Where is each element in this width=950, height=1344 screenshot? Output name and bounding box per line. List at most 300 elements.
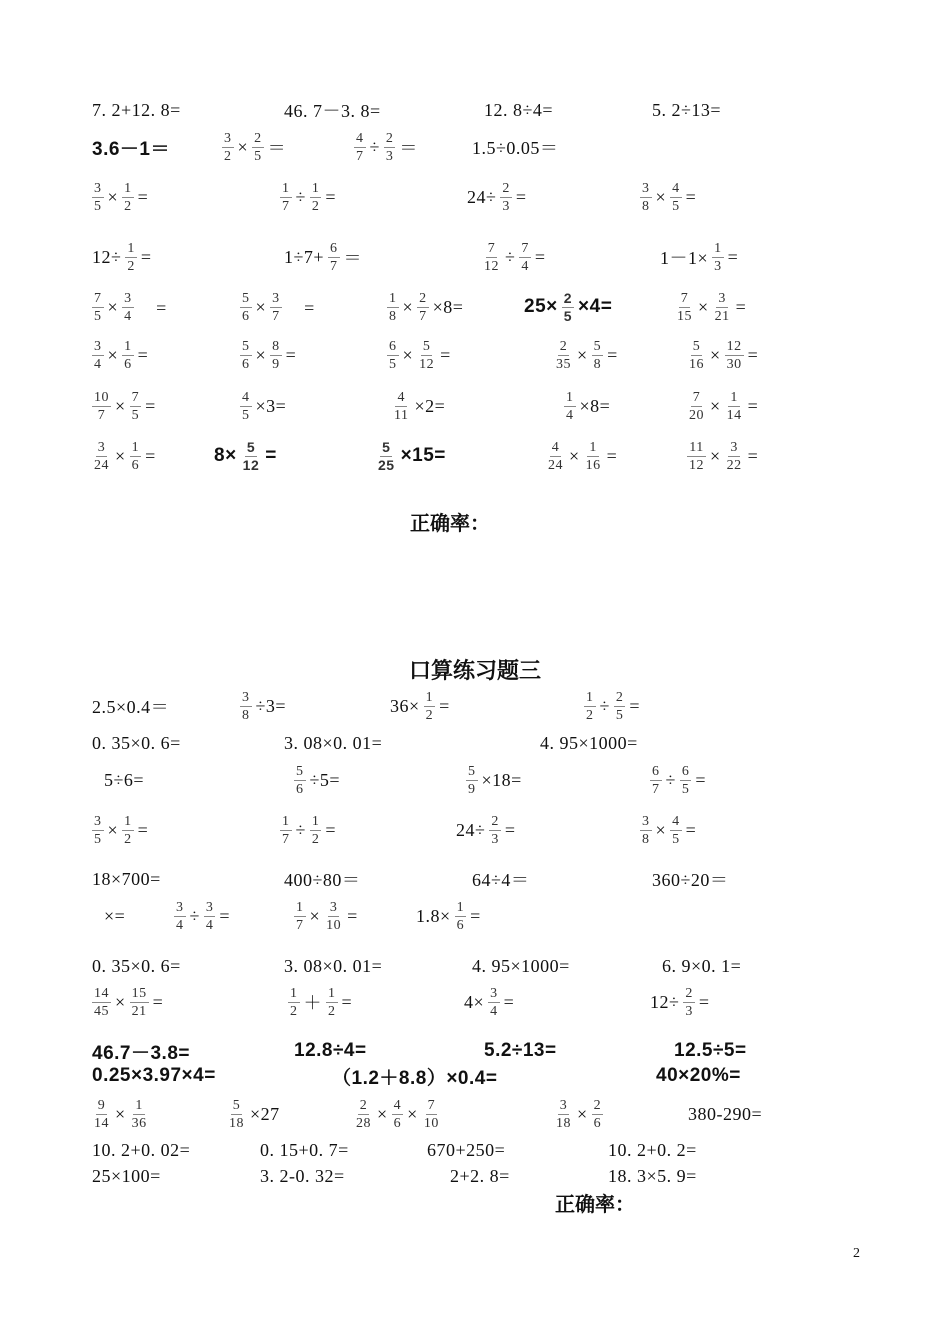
numerator: 1 (328, 985, 336, 1001)
expression-text: = (325, 186, 337, 207)
denominator: 4 (124, 308, 132, 324)
denominator: 10 (326, 917, 342, 933)
problem (685, 330, 760, 380)
expression-text: 3. 08×0. 01= (284, 955, 383, 976)
numerator: 2 (563, 289, 573, 306)
fraction (294, 899, 306, 934)
expression-text: × (255, 344, 267, 365)
numerator: 7 (131, 389, 140, 405)
expression-text: ÷5= (309, 769, 341, 790)
expression-text: 10. 2+0. 2= (608, 1139, 697, 1160)
expression-text: ÷ (369, 136, 380, 157)
problem (464, 755, 524, 805)
problem-row (0, 891, 950, 941)
numerator: 7 (487, 240, 496, 256)
numerator: 3 (329, 899, 338, 915)
fraction (125, 240, 137, 275)
numerator: 1 (290, 985, 298, 1001)
numerator: 6 (652, 763, 660, 779)
denominator: 12 (419, 356, 435, 372)
expression-text: ×4= (578, 296, 613, 317)
fraction (270, 338, 282, 373)
expression-text: 5÷6= (104, 769, 145, 790)
problem (90, 172, 150, 222)
denominator: 5 (94, 831, 102, 847)
numerator: 2 (419, 290, 427, 306)
problem (385, 282, 465, 332)
denominator: 8 (642, 831, 650, 847)
expression-text: 24÷ (456, 819, 486, 840)
expression-text: = (698, 991, 710, 1012)
denominator: 18 (229, 1115, 244, 1131)
expression-text: = (606, 445, 618, 466)
denominator: 12 (689, 457, 704, 473)
fraction (92, 180, 104, 215)
worksheet-title: 口算练习题三 (408, 658, 541, 683)
expression-text: × (569, 445, 580, 466)
expression-text: × (377, 1103, 388, 1124)
fraction (122, 180, 134, 215)
numerator: 2 (559, 338, 568, 354)
expression-text: ×27 (250, 1103, 280, 1124)
denominator: 22 (726, 457, 742, 473)
fraction (92, 985, 111, 1020)
denominator: 7 (282, 198, 290, 214)
numerator: 5 (692, 338, 701, 354)
problem (90, 977, 165, 1027)
problem (552, 330, 620, 380)
fraction (670, 180, 682, 215)
expression-text: ＝ (343, 248, 363, 268)
numerator: 1 (135, 1097, 143, 1113)
fraction (174, 899, 186, 934)
problem (90, 232, 154, 282)
expression-text: = (325, 819, 337, 840)
expression-text: 64÷4＝ (472, 870, 530, 890)
denominator: 36 (131, 1115, 147, 1131)
fraction (241, 439, 262, 474)
denominator: 12 (242, 456, 260, 473)
expression-text: = (470, 905, 481, 926)
denominator: 16 (689, 356, 704, 372)
denominator: 24 (94, 457, 109, 473)
expression-text: × (655, 186, 667, 207)
fraction (546, 439, 565, 474)
fraction (392, 389, 410, 424)
numerator: 5 (382, 438, 391, 455)
denominator: 4 (521, 258, 529, 274)
numerator: 1 (124, 338, 132, 354)
expression-text: ÷ (189, 905, 200, 926)
fraction (92, 813, 104, 848)
problem (282, 232, 364, 282)
expression-text: × (710, 395, 721, 416)
expression-text: × (309, 905, 321, 926)
expression-text: × (255, 296, 267, 317)
expression-text: = (137, 298, 167, 318)
fraction (280, 813, 292, 848)
expression-text: 1.8× (416, 905, 451, 926)
fraction (280, 180, 292, 215)
numerator: 3 (205, 899, 214, 915)
numerator: 6 (330, 240, 338, 256)
expression-text: 46. 7－3. 8= (284, 101, 381, 121)
denominator: 4 (205, 917, 214, 933)
denominator: 21 (714, 308, 730, 324)
fraction (354, 130, 366, 165)
page-number: 2 (853, 1246, 860, 1261)
expression-text: 4. 95×1000= (472, 955, 570, 976)
expression-text: ＝ (399, 138, 418, 158)
expression-text: = (685, 186, 697, 207)
denominator: 2 (290, 1003, 298, 1019)
numerator: 2 (254, 130, 262, 146)
numerator: 3 (124, 290, 132, 306)
numerator: 2 (615, 689, 624, 705)
problem (648, 755, 708, 805)
denominator: 10 (423, 1115, 439, 1131)
expression-text: 3.6－1＝ (92, 138, 170, 160)
denominator: 3 (502, 198, 510, 214)
expression-text: 12.5÷5= (674, 1040, 747, 1061)
numerator: 3 (242, 689, 250, 705)
expression-text: × (115, 1103, 126, 1124)
denominator: 5 (254, 148, 262, 164)
numerator: 5 (242, 290, 250, 306)
numerator: 6 (389, 338, 397, 354)
denominator: 4 (490, 1003, 498, 1019)
expression-text: 18×700= (92, 868, 161, 889)
expression-text: 4. 95×1000= (540, 732, 638, 753)
expression-text: × (107, 819, 119, 840)
fraction (122, 813, 134, 848)
expression-text: 1－1× (660, 248, 709, 268)
expression-text: × (107, 186, 119, 207)
numerator: 1 (456, 899, 465, 915)
numerator: 4 (551, 439, 560, 455)
fraction (713, 290, 732, 325)
numerator: 2 (502, 180, 510, 196)
problem (352, 122, 420, 172)
fraction (466, 763, 478, 798)
denominator: 8 (593, 356, 602, 372)
expression-text: 3. 08×0. 01= (284, 732, 383, 753)
expression-text: = (219, 905, 231, 926)
fraction (92, 338, 104, 373)
expression-text: ÷ (505, 246, 516, 267)
fraction (204, 899, 216, 934)
fraction (387, 290, 399, 325)
numerator: 5 (242, 338, 250, 354)
denominator: 5 (681, 781, 690, 797)
problem (390, 381, 447, 431)
fraction (240, 338, 252, 373)
expression-text: × (577, 344, 588, 365)
expression-text: 8× (214, 445, 237, 466)
problem (658, 232, 740, 282)
denominator: 6 (296, 781, 304, 797)
accuracy-label: 正确率： (410, 513, 490, 535)
expression-text: = (137, 819, 149, 840)
expression-text: = (695, 769, 707, 790)
denominator: 2 (586, 707, 594, 723)
denominator: 25 (378, 456, 395, 473)
problem (673, 282, 748, 332)
expression-text: 12÷ (650, 991, 680, 1012)
numerator: 1 (311, 813, 320, 829)
fraction (683, 985, 695, 1020)
expression-text: × (698, 296, 709, 317)
expression-text: = (503, 991, 515, 1012)
expression-text: 0. 35×0. 6= (92, 732, 181, 753)
expression-text: ÷ (295, 819, 306, 840)
expression-text: = (265, 445, 277, 466)
denominator: 5 (615, 707, 624, 723)
expression-text: 24÷ (467, 186, 497, 207)
denominator: 21 (131, 1003, 147, 1019)
expression-text: 3. 2-0. 32= (260, 1165, 345, 1186)
expression-text: ÷3= (255, 695, 287, 716)
fraction (725, 439, 744, 474)
expression-text: 46.7－3.8= (92, 1042, 190, 1064)
expression-text: × (407, 1103, 418, 1124)
numerator: 4 (672, 180, 680, 196)
problem-row (0, 977, 950, 1027)
problem (448, 1151, 512, 1201)
problem-row (0, 172, 950, 222)
denominator: 5 (131, 407, 140, 423)
problem-row (0, 330, 950, 380)
problem (385, 330, 453, 380)
numerator: 1 (714, 240, 722, 256)
expression-text: ×15= (400, 445, 446, 466)
numerator: 3 (94, 813, 102, 829)
numerator: 3 (490, 985, 498, 1001)
expression-text: 0. 35×0. 6= (92, 955, 181, 976)
numerator: 3 (559, 1097, 568, 1113)
fraction (326, 985, 338, 1020)
expression-text: = (285, 344, 297, 365)
denominator: 5 (563, 307, 573, 324)
denominator: 9 (272, 356, 280, 372)
fraction (324, 899, 343, 934)
numerator: 1 (566, 389, 574, 405)
expression-text: = (727, 246, 739, 267)
expression-text: 1÷7+ (284, 246, 325, 267)
denominator: 30 (726, 356, 742, 372)
expression-text: 25× (524, 296, 558, 317)
denominator: 14 (94, 1115, 109, 1131)
expression-text: ÷ (599, 695, 610, 716)
denominator: 5 (94, 198, 102, 214)
expression-text: 7. 2+12. 8= (92, 99, 181, 120)
problem (238, 282, 317, 332)
expression-text: = (347, 905, 358, 926)
numerator: 2 (385, 130, 394, 146)
numerator: 7 (427, 1097, 436, 1113)
fraction (554, 338, 573, 373)
expression-text: × (655, 819, 667, 840)
numerator: 1 (730, 389, 738, 405)
expression-text: × (402, 344, 414, 365)
numerator: 4 (393, 1097, 402, 1113)
problem-row (0, 282, 950, 332)
denominator: 5 (389, 356, 397, 372)
denominator: 5 (672, 831, 680, 847)
expression-text: = (607, 344, 618, 365)
numerator: 3 (94, 338, 102, 354)
expression-text: ÷ (295, 186, 306, 207)
denominator: 6 (393, 1115, 402, 1131)
numerator: 1 (296, 899, 304, 915)
problem-row (0, 122, 950, 172)
denominator: 3 (491, 831, 499, 847)
expression-text: 6. 9×0. 1= (662, 955, 742, 976)
fraction (640, 180, 652, 215)
expression-text: = (685, 819, 697, 840)
problem (374, 431, 448, 481)
denominator: 45 (94, 1003, 109, 1019)
expression-text: × (237, 136, 249, 157)
numerator: 3 (97, 439, 106, 455)
numerator: 14 (94, 985, 109, 1001)
problem (292, 891, 360, 941)
expression-text: 12÷ (92, 246, 122, 267)
expression-text: ×= (104, 905, 126, 926)
fraction (640, 813, 652, 848)
fraction (564, 389, 576, 424)
denominator: 6 (124, 356, 132, 372)
expression-text: × (107, 344, 119, 365)
problem (258, 1151, 347, 1201)
denominator: 6 (456, 917, 465, 933)
problem (212, 431, 279, 481)
fraction (252, 130, 264, 165)
expression-text: = (137, 344, 149, 365)
numerator: 5 (296, 763, 304, 779)
denominator: 7 (97, 407, 106, 423)
expression-text: 1.5÷0.05＝ (472, 138, 559, 158)
numerator: 2 (593, 1097, 602, 1113)
denominator: 5 (242, 407, 250, 423)
expression-text: 670+250= (427, 1139, 506, 1160)
fraction (592, 338, 604, 373)
denominator: 18 (556, 1115, 571, 1131)
problem (90, 805, 150, 855)
denominator: 6 (593, 1115, 602, 1131)
denominator: 3 (714, 258, 722, 274)
fraction (725, 389, 744, 424)
numerator: 9 (97, 1097, 106, 1113)
denominator: 35 (556, 356, 571, 372)
expression-text: 18. 3×5. 9= (608, 1165, 697, 1186)
numerator: 4 (356, 130, 364, 146)
fraction (130, 389, 142, 424)
problem (90, 431, 158, 481)
numerator: 1 (282, 813, 290, 829)
denominator: 24 (548, 457, 563, 473)
numerator: 5 (422, 338, 431, 354)
problem (292, 755, 342, 805)
denominator: 2 (425, 707, 434, 723)
expression-text: 12.8÷4= (294, 1040, 367, 1061)
problem-row (0, 232, 950, 282)
problem (685, 431, 760, 481)
fraction (130, 985, 149, 1020)
problem (172, 891, 232, 941)
problem (480, 232, 548, 282)
numerator: 6 (681, 763, 690, 779)
fraction (687, 389, 706, 424)
expression-text: 36× (390, 695, 420, 716)
fraction (387, 338, 399, 373)
problem-row (0, 755, 950, 805)
expression-text: × (710, 445, 721, 466)
problem (238, 330, 298, 380)
problem (102, 755, 146, 805)
fraction (584, 439, 603, 474)
problem (638, 172, 698, 222)
numerator: 11 (689, 439, 704, 455)
problem (90, 330, 150, 380)
problem (462, 977, 516, 1027)
fraction (675, 290, 694, 325)
expression-text: ×8= (432, 296, 464, 317)
fraction (417, 290, 429, 325)
numerator: 7 (680, 290, 689, 306)
fraction (687, 439, 706, 474)
problem (278, 805, 338, 855)
fraction (328, 240, 340, 275)
numerator: 5 (232, 1097, 241, 1113)
denominator: 3 (385, 148, 394, 164)
numerator: 1 (589, 439, 597, 455)
numerator: 5 (246, 438, 256, 455)
numerator: 1 (389, 290, 397, 306)
numerator: 1 (131, 439, 140, 455)
problem (278, 172, 338, 222)
expression-text: = (341, 991, 353, 1012)
fraction (294, 763, 306, 798)
denominator: 12 (484, 258, 499, 274)
denominator: 2 (311, 198, 320, 214)
numerator: 2 (359, 1097, 368, 1113)
expression-text: × (115, 991, 126, 1012)
denominator: 6 (242, 308, 250, 324)
problem (90, 282, 169, 332)
fraction (288, 985, 300, 1020)
denominator: 5 (672, 198, 680, 214)
expression-text: = (747, 395, 759, 416)
expression-text: ＝ (267, 138, 287, 158)
expression-text: 2.5×0.4＝ (92, 697, 170, 717)
expression-text: 4× (464, 991, 485, 1012)
problem (414, 891, 483, 941)
problem (238, 381, 288, 431)
fraction (222, 130, 234, 165)
problem (102, 891, 127, 941)
denominator: 2 (127, 258, 135, 274)
fraction (240, 290, 252, 325)
expression-text: = (140, 246, 152, 267)
numerator: 5 (468, 763, 476, 779)
numerator: 3 (718, 290, 726, 306)
fraction (562, 290, 574, 325)
denominator: 7 (356, 148, 364, 164)
expression-text: ×2= (414, 395, 446, 416)
expression-text: = (534, 246, 546, 267)
expression-text: 0.25×3.97×4= (92, 1065, 216, 1086)
